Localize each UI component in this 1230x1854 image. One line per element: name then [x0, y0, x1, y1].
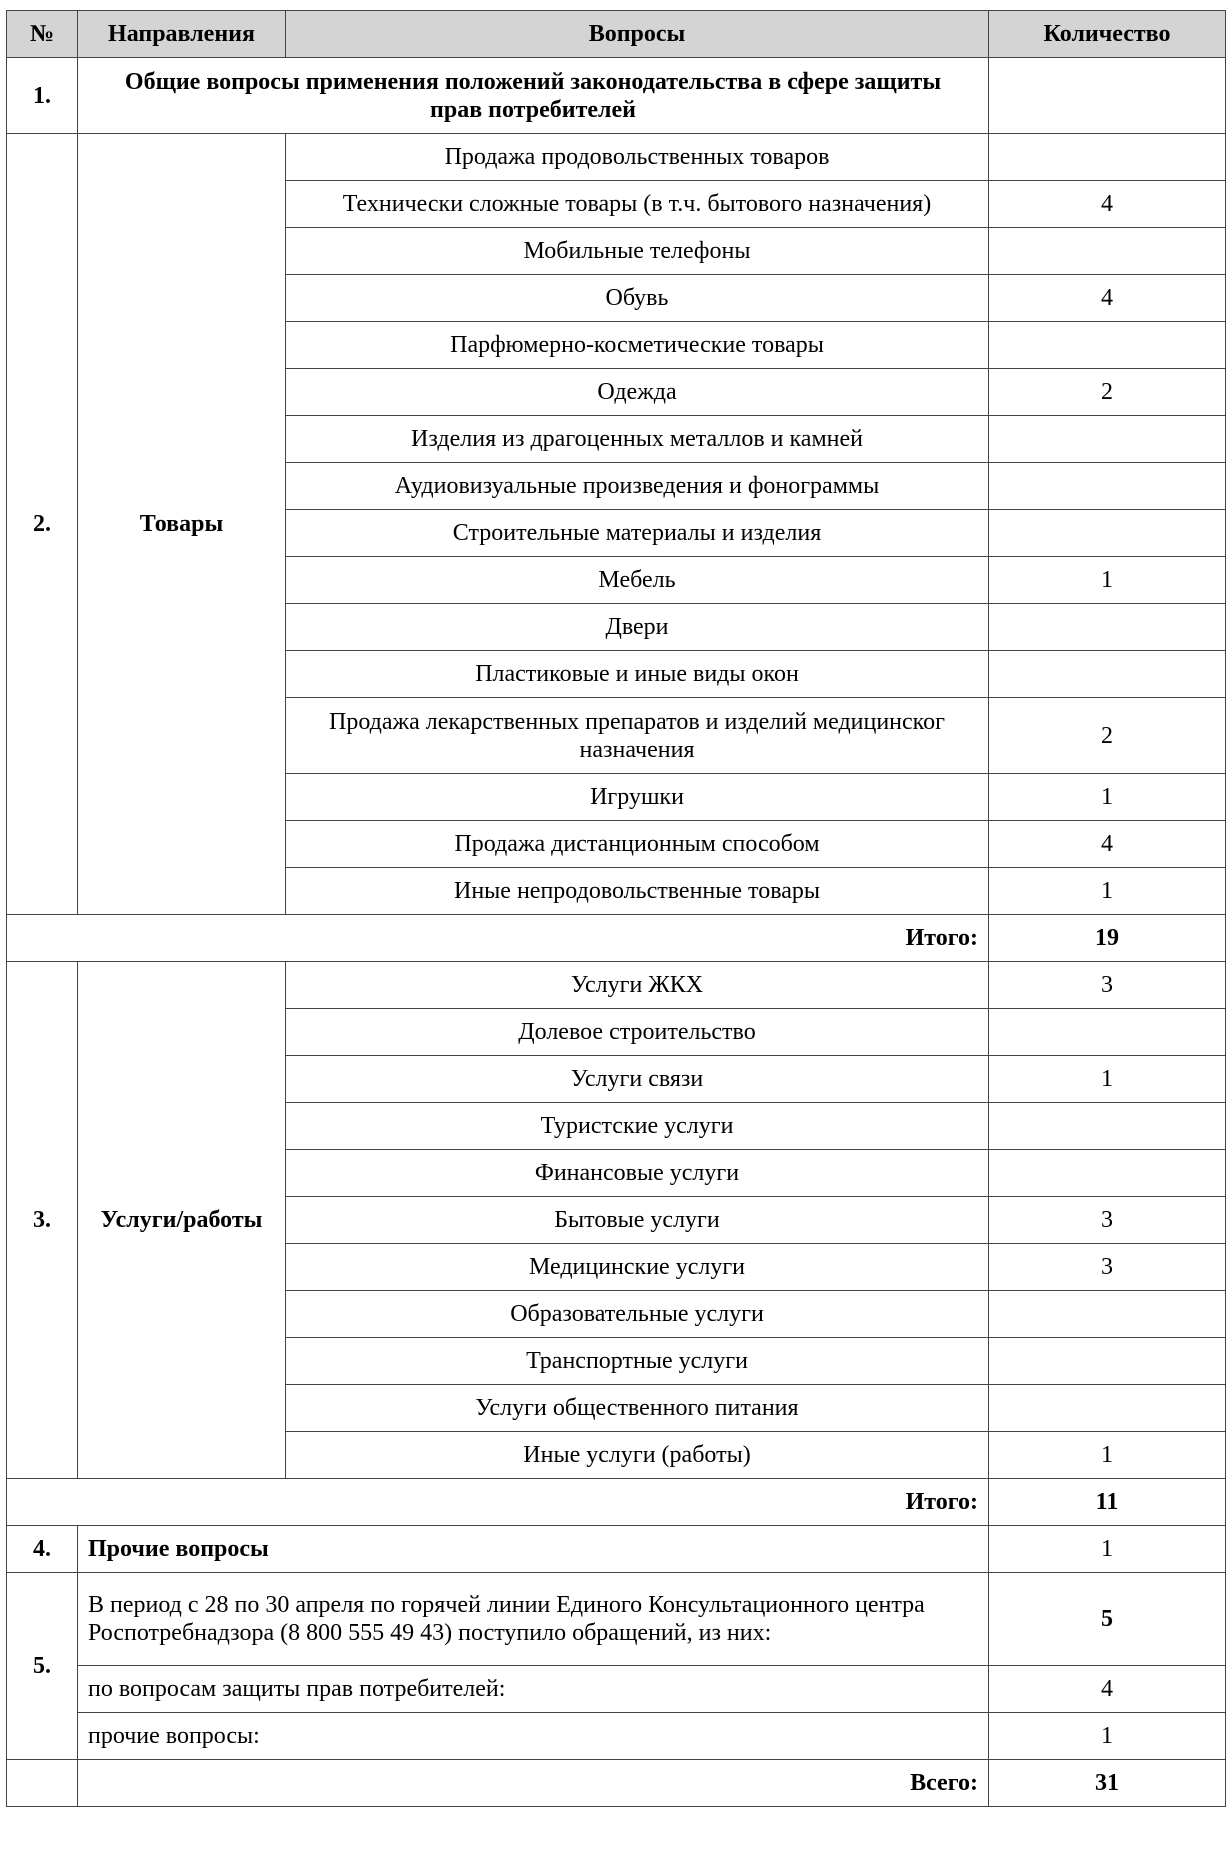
question-count: 4: [989, 181, 1226, 228]
section4-num: 4.: [7, 1526, 78, 1573]
question-label: Продажа дистанционным способом: [286, 821, 989, 868]
header-num: №: [7, 11, 78, 58]
question-label: Парфюмерно-косметические товары: [286, 322, 989, 369]
section5-intro-count: 5: [989, 1573, 1226, 1666]
question-count: 1: [989, 557, 1226, 604]
section1-num: 1.: [7, 58, 78, 134]
question-count: [989, 463, 1226, 510]
consultation-report-table: [6, 10, 1226, 1807]
section2-total-value: 19: [989, 915, 1226, 962]
section2-total-label: Итого:: [7, 915, 989, 962]
question-count: 3: [989, 962, 1226, 1009]
question-count: [989, 1291, 1226, 1338]
question-label: Долевое строительство: [286, 1009, 989, 1056]
question-count: 3: [989, 1244, 1226, 1291]
question-count: 1: [989, 1432, 1226, 1479]
header-count: Количество: [989, 11, 1226, 58]
question-label: Услуги связи: [286, 1056, 989, 1103]
question-count: 4: [989, 821, 1226, 868]
question-count: [989, 416, 1226, 463]
question-count: 1: [989, 868, 1226, 915]
question-count: [989, 1385, 1226, 1432]
section4-title: Прочие вопросы: [78, 1526, 989, 1573]
section5-intro: В период с 28 по 30 апреля по горячей линии Единого Консультационного центра Роспотребнадзора (8 800 555 49 43) поступило обращений, из них:: [78, 1573, 989, 1666]
question-label: Туристские услуги: [286, 1103, 989, 1150]
header-questions: Вопросы: [286, 11, 989, 58]
section3-total-row: [7, 1479, 1226, 1526]
grand-total-label: Всего:: [78, 1760, 989, 1807]
question-label: Услуги общественного питания: [286, 1385, 989, 1432]
grand-total-blank: [7, 1760, 78, 1807]
question-count: 4: [989, 275, 1226, 322]
section3-total-value: 11: [989, 1479, 1226, 1526]
section3-total-label: Итого:: [7, 1479, 989, 1526]
question-count: [989, 1150, 1226, 1197]
question-count: [989, 228, 1226, 275]
question-label: Транспортные услуги: [286, 1338, 989, 1385]
section5-other-row: [7, 1713, 1226, 1760]
question-count: [989, 651, 1226, 698]
question-label: Строительные материалы и изделия: [286, 510, 989, 557]
section2-num: 2.: [7, 134, 78, 915]
question-count: [989, 1009, 1226, 1056]
question-label: Одежда: [286, 369, 989, 416]
section2-direction: Товары: [78, 134, 286, 915]
question-label: Двери: [286, 604, 989, 651]
question-label: Аудиовизуальные произведения и фонограммы: [286, 463, 989, 510]
question-count: [989, 1103, 1226, 1150]
question-label: Финансовые услуги: [286, 1150, 989, 1197]
question-count: 1: [989, 774, 1226, 821]
question-count: [989, 322, 1226, 369]
question-label: Образовательные услуги: [286, 1291, 989, 1338]
header-row: [7, 11, 1226, 58]
question-label: Услуги ЖКХ: [286, 962, 989, 1009]
question-label: Иные непродовольственные товары: [286, 868, 989, 915]
section1-count: [989, 58, 1226, 134]
section5-intro-row: [7, 1573, 1226, 1666]
question-count: [989, 1338, 1226, 1385]
grand-total-value: 31: [989, 1760, 1226, 1807]
section5-other-count: 1: [989, 1713, 1226, 1760]
question-count: [989, 510, 1226, 557]
question-label: Изделия из драгоценных металлов и камней: [286, 416, 989, 463]
question-row: [7, 962, 1226, 1009]
section5-consumer-count: 4: [989, 1666, 1226, 1713]
section4-row: [7, 1526, 1226, 1573]
question-label: Бытовые услуги: [286, 1197, 989, 1244]
section3-num: 3.: [7, 962, 78, 1479]
question-count: 1: [989, 1056, 1226, 1103]
header-direction: Направления: [78, 11, 286, 58]
question-label: Технически сложные товары (в т.ч. бытового назначения): [286, 181, 989, 228]
question-label: Мебель: [286, 557, 989, 604]
question-label: Продажа лекарственных препаратов и изделий медицинског назначения: [286, 698, 989, 774]
question-label: Обувь: [286, 275, 989, 322]
grand-total-row: [7, 1760, 1226, 1807]
section2-total-row: [7, 915, 1226, 962]
section5-consumer: по вопросам защиты прав потребителей:: [78, 1666, 989, 1713]
question-count: 2: [989, 369, 1226, 416]
section5-other: прочие вопросы:: [78, 1713, 989, 1760]
question-label: Мобильные телефоны: [286, 228, 989, 275]
section5-consumer-row: [7, 1666, 1226, 1713]
question-label: Продажа продовольственных товаров: [286, 134, 989, 181]
question-count: 2: [989, 698, 1226, 774]
question-count: [989, 604, 1226, 651]
section1-title: Общие вопросы применения положений законодательства в сфере защиты прав потребителей: [78, 58, 989, 134]
section1-row: [7, 58, 1226, 134]
section3-direction: Услуги/работы: [78, 962, 286, 1479]
question-count: 3: [989, 1197, 1226, 1244]
question-label: Медицинские услуги: [286, 1244, 989, 1291]
question-row: [7, 134, 1226, 181]
question-label: Пластиковые и иные виды окон: [286, 651, 989, 698]
section5-num: 5.: [7, 1573, 78, 1760]
question-label: Иные услуги (работы): [286, 1432, 989, 1479]
section4-count: 1: [989, 1526, 1226, 1573]
question-label: Игрушки: [286, 774, 989, 821]
question-count: [989, 134, 1226, 181]
